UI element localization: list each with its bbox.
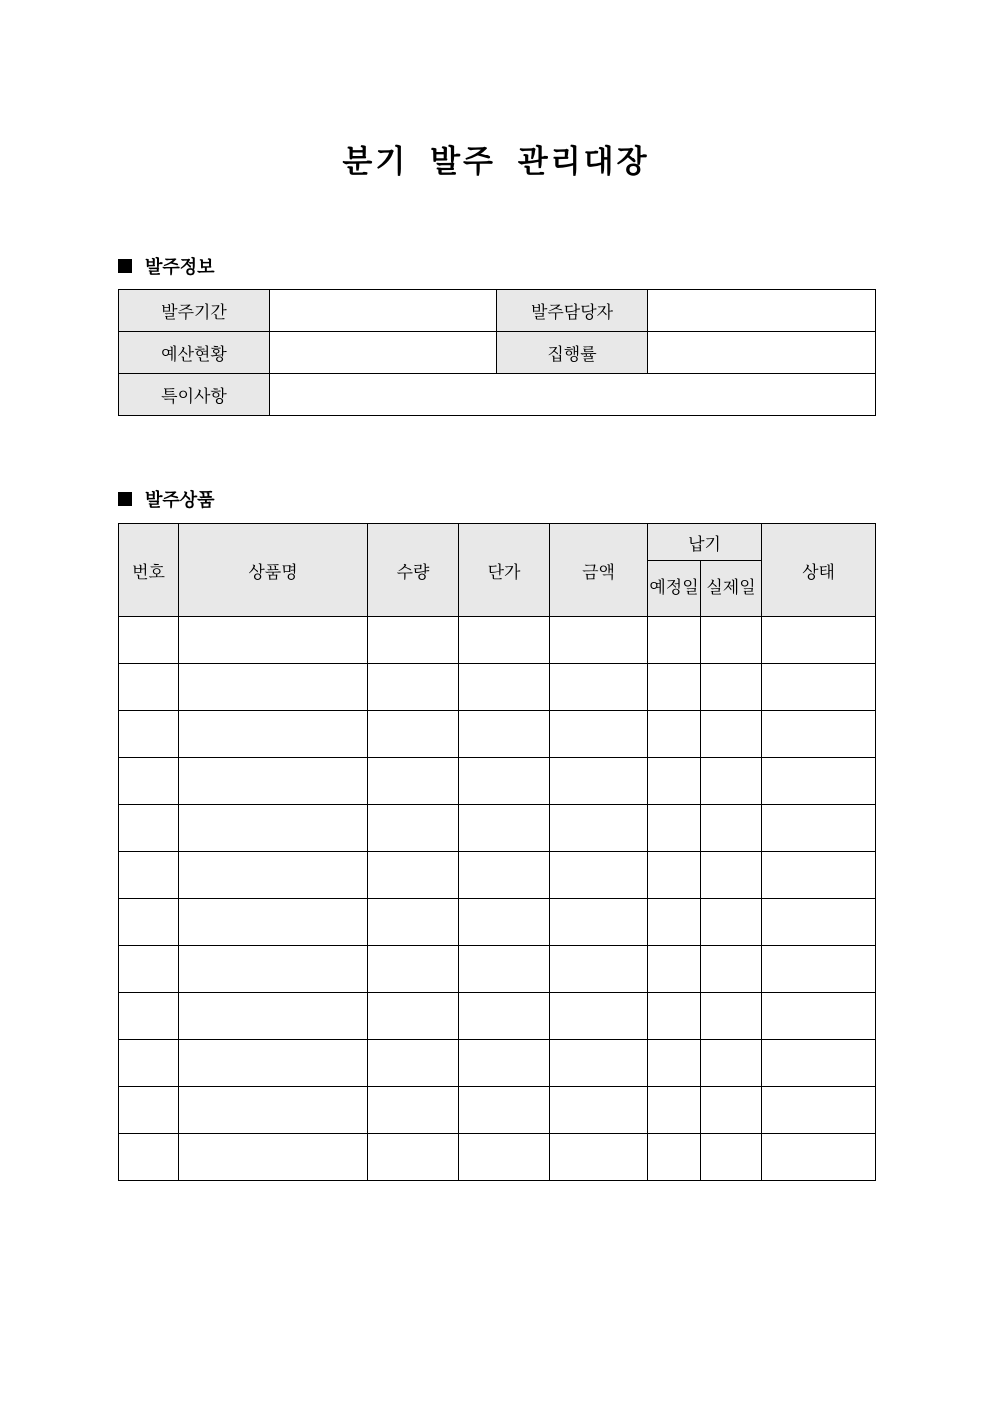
status-cell[interactable] bbox=[762, 711, 876, 758]
product-name-cell[interactable] bbox=[179, 1040, 368, 1087]
planned-date-cell[interactable] bbox=[648, 617, 701, 664]
amount-cell[interactable] bbox=[550, 1040, 648, 1087]
planned-date-cell[interactable] bbox=[648, 664, 701, 711]
unit-price-cell[interactable] bbox=[459, 899, 550, 946]
product-name-cell[interactable] bbox=[179, 758, 368, 805]
planned-date-cell[interactable] bbox=[648, 1087, 701, 1134]
manager-label: 발주담당자 bbox=[497, 290, 648, 332]
planned-date-cell[interactable] bbox=[648, 1040, 701, 1087]
execution-rate-label: 집행률 bbox=[497, 332, 648, 374]
col-header-delivery: 납기 bbox=[648, 524, 762, 561]
quantity-cell[interactable] bbox=[368, 1040, 459, 1087]
actual-date-cell[interactable] bbox=[701, 946, 762, 993]
square-bullet-icon bbox=[118, 492, 132, 506]
product-name-cell[interactable] bbox=[179, 1087, 368, 1134]
status-cell[interactable] bbox=[762, 993, 876, 1040]
amount-cell[interactable] bbox=[550, 758, 648, 805]
unit-price-cell[interactable] bbox=[459, 664, 550, 711]
info-row bbox=[119, 332, 876, 374]
info-row bbox=[119, 374, 876, 416]
actual-date-cell[interactable] bbox=[701, 1087, 762, 1134]
unit-price-cell[interactable] bbox=[459, 852, 550, 899]
status-cell[interactable] bbox=[762, 758, 876, 805]
table-row bbox=[119, 805, 876, 852]
table-row bbox=[119, 1087, 876, 1134]
period-label: 발주기간 bbox=[119, 290, 270, 332]
table-row bbox=[119, 617, 876, 664]
col-header-quantity: 수량 bbox=[368, 524, 459, 617]
page-title: 분기 발주 관리대장 bbox=[342, 144, 650, 180]
table-row bbox=[119, 711, 876, 758]
amount-cell[interactable] bbox=[550, 1087, 648, 1134]
actual-date-cell[interactable] bbox=[701, 899, 762, 946]
no-cell[interactable] bbox=[119, 1087, 179, 1134]
status-cell[interactable] bbox=[762, 1087, 876, 1134]
quantity-cell[interactable] bbox=[368, 711, 459, 758]
unit-price-cell[interactable] bbox=[459, 1134, 550, 1181]
remarks-field[interactable] bbox=[270, 374, 876, 416]
planned-date-cell[interactable] bbox=[648, 805, 701, 852]
actual-date-cell[interactable] bbox=[701, 758, 762, 805]
planned-date-cell[interactable] bbox=[648, 993, 701, 1040]
order-info-table bbox=[118, 289, 876, 416]
quantity-cell[interactable] bbox=[368, 617, 459, 664]
period-field[interactable] bbox=[270, 290, 497, 332]
planned-date-cell[interactable] bbox=[648, 1134, 701, 1181]
remarks-label: 특이사항 bbox=[119, 374, 270, 416]
product-name-cell[interactable] bbox=[179, 946, 368, 993]
unit-price-cell[interactable] bbox=[459, 758, 550, 805]
table-row bbox=[119, 993, 876, 1040]
quantity-cell[interactable] bbox=[368, 852, 459, 899]
table-header-row bbox=[119, 524, 876, 561]
col-header-no: 번호 bbox=[119, 524, 179, 617]
actual-date-cell[interactable] bbox=[701, 1040, 762, 1087]
col-header-actual-date: 실제일 bbox=[701, 561, 762, 617]
table-row bbox=[119, 899, 876, 946]
status-cell[interactable] bbox=[762, 805, 876, 852]
table-row bbox=[119, 946, 876, 993]
amount-cell[interactable] bbox=[550, 711, 648, 758]
unit-price-cell[interactable] bbox=[459, 617, 550, 664]
col-header-product-name: 상품명 bbox=[179, 524, 368, 617]
square-bullet-icon bbox=[118, 259, 132, 273]
actual-date-cell[interactable] bbox=[701, 805, 762, 852]
actual-date-cell[interactable] bbox=[701, 664, 762, 711]
product-name-cell[interactable] bbox=[179, 805, 368, 852]
manager-field[interactable] bbox=[648, 290, 876, 332]
product-name-cell[interactable] bbox=[179, 899, 368, 946]
no-cell[interactable] bbox=[119, 993, 179, 1040]
unit-price-cell[interactable] bbox=[459, 805, 550, 852]
product-section-heading bbox=[118, 486, 215, 512]
table-row bbox=[119, 758, 876, 805]
table-row bbox=[119, 1134, 876, 1181]
product-name-cell[interactable] bbox=[179, 852, 368, 899]
unit-price-cell[interactable] bbox=[459, 1087, 550, 1134]
actual-date-cell[interactable] bbox=[701, 993, 762, 1040]
status-cell[interactable] bbox=[762, 1134, 876, 1181]
col-header-unit-price: 단가 bbox=[459, 524, 550, 617]
no-cell[interactable] bbox=[119, 711, 179, 758]
order-products-table bbox=[118, 523, 876, 1181]
no-cell[interactable] bbox=[119, 758, 179, 805]
quantity-cell[interactable] bbox=[368, 758, 459, 805]
col-header-amount: 금액 bbox=[550, 524, 648, 617]
quantity-cell[interactable] bbox=[368, 805, 459, 852]
product-name-cell[interactable] bbox=[179, 1134, 368, 1181]
unit-price-cell[interactable] bbox=[459, 993, 550, 1040]
planned-date-cell[interactable] bbox=[648, 758, 701, 805]
amount-cell[interactable] bbox=[550, 993, 648, 1040]
amount-cell[interactable] bbox=[550, 617, 648, 664]
product-name-cell[interactable] bbox=[179, 617, 368, 664]
quantity-cell[interactable] bbox=[368, 993, 459, 1040]
amount-cell[interactable] bbox=[550, 805, 648, 852]
quantity-cell[interactable] bbox=[368, 946, 459, 993]
planned-date-cell[interactable] bbox=[648, 711, 701, 758]
status-cell[interactable] bbox=[762, 664, 876, 711]
planned-date-cell[interactable] bbox=[648, 946, 701, 993]
no-cell[interactable] bbox=[119, 899, 179, 946]
unit-price-cell[interactable] bbox=[459, 1040, 550, 1087]
col-header-status: 상태 bbox=[762, 524, 876, 617]
planned-date-cell[interactable] bbox=[648, 852, 701, 899]
product-section-title: 발주상품 bbox=[145, 490, 215, 511]
quantity-cell[interactable] bbox=[368, 1134, 459, 1181]
no-cell[interactable] bbox=[119, 946, 179, 993]
info-section-title: 발주정보 bbox=[145, 257, 215, 278]
amount-cell[interactable] bbox=[550, 1134, 648, 1181]
no-cell[interactable] bbox=[119, 805, 179, 852]
unit-price-cell[interactable] bbox=[459, 711, 550, 758]
quantity-cell[interactable] bbox=[368, 899, 459, 946]
amount-cell[interactable] bbox=[550, 664, 648, 711]
budget-field[interactable] bbox=[270, 332, 497, 374]
product-name-cell[interactable] bbox=[179, 711, 368, 758]
amount-cell[interactable] bbox=[550, 852, 648, 899]
status-cell[interactable] bbox=[762, 946, 876, 993]
info-section-heading bbox=[118, 253, 215, 279]
no-cell[interactable] bbox=[119, 664, 179, 711]
status-cell[interactable] bbox=[762, 899, 876, 946]
status-cell[interactable] bbox=[762, 1040, 876, 1087]
no-cell[interactable] bbox=[119, 852, 179, 899]
table-row bbox=[119, 852, 876, 899]
col-header-planned-date: 예정일 bbox=[648, 561, 701, 617]
no-cell[interactable] bbox=[119, 617, 179, 664]
actual-date-cell[interactable] bbox=[701, 711, 762, 758]
status-cell[interactable] bbox=[762, 617, 876, 664]
budget-label: 예산현황 bbox=[119, 332, 270, 374]
unit-price-cell[interactable] bbox=[459, 946, 550, 993]
amount-cell[interactable] bbox=[550, 899, 648, 946]
quantity-cell[interactable] bbox=[368, 664, 459, 711]
amount-cell[interactable] bbox=[550, 946, 648, 993]
info-row bbox=[119, 290, 876, 332]
planned-date-cell[interactable] bbox=[648, 899, 701, 946]
actual-date-cell[interactable] bbox=[701, 852, 762, 899]
actual-date-cell[interactable] bbox=[701, 617, 762, 664]
no-cell[interactable] bbox=[119, 1040, 179, 1087]
status-cell[interactable] bbox=[762, 852, 876, 899]
product-name-cell[interactable] bbox=[179, 664, 368, 711]
product-name-cell[interactable] bbox=[179, 993, 368, 1040]
actual-date-cell[interactable] bbox=[701, 1134, 762, 1181]
table-row bbox=[119, 1040, 876, 1087]
no-cell[interactable] bbox=[119, 1134, 179, 1181]
order-table-body bbox=[119, 617, 876, 1181]
quantity-cell[interactable] bbox=[368, 1087, 459, 1134]
execution-rate-field[interactable] bbox=[648, 332, 876, 374]
table-row bbox=[119, 664, 876, 711]
